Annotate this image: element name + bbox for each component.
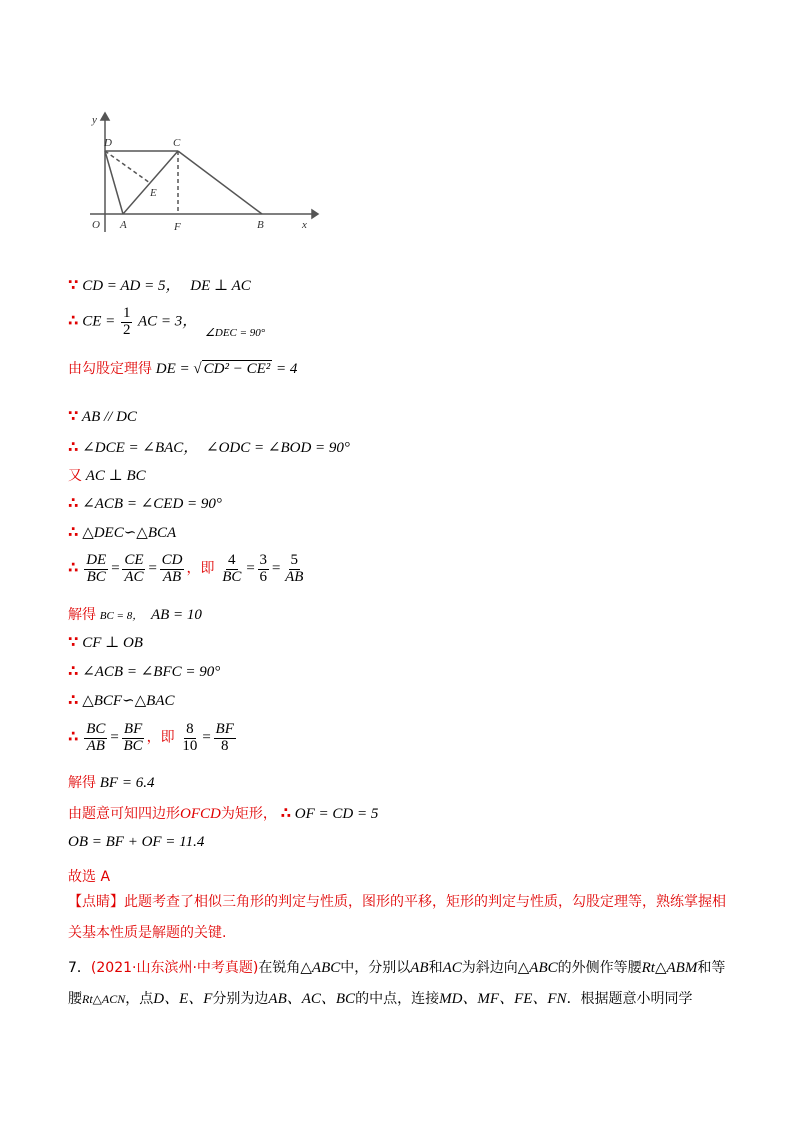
solution-line-16: 由题意可知四边形OFCD为矩形， ∴ OF = CD = 5: [68, 804, 379, 822]
solution-line-15: 解得 BF = 6.4: [68, 775, 155, 791]
x-axis-arrow: [312, 210, 318, 218]
solution-line-11: ∵ CF ⊥ OB: [68, 633, 143, 651]
line-1-expr: CD = AD = 5，: [82, 278, 181, 294]
line-1-expr2: DE ⊥ AC: [190, 278, 251, 294]
segment-AC: [123, 151, 178, 214]
answer-choice: 故选 A: [68, 869, 111, 885]
line-3-lhs: DE =: [155, 361, 190, 377]
label-E: E: [150, 187, 157, 199]
solution-line-8: ∴ △DEC∽△BCA: [68, 523, 177, 541]
line-3-label: 由勾股定理得: [68, 361, 152, 377]
line-2-lhs: CE =: [82, 313, 116, 330]
solution-line-6: 又 AC ⊥ BC: [68, 468, 146, 484]
because-symbol: ∵: [68, 276, 79, 294]
problem-number: 7．: [68, 960, 91, 976]
solution-line-1: [68, 274, 251, 295]
solution-line-3: 由勾股定理得 DE = √ CD² − CE² = 4: [68, 361, 298, 377]
therefore-symbol: ∴: [68, 311, 79, 330]
label-C: C: [173, 137, 181, 149]
line-9-mid: ，即: [186, 560, 215, 577]
problem-source: (2021·山东滨州·中考真题): [90, 960, 259, 976]
solution-line-10: 解得 BC = 8， AB = 10: [68, 607, 202, 623]
problem-7: 7．(2021·山东滨州·中考真题)在锐角△ABC中，分别以AB和AC为斜边向△ABC的外侧作等腰Rt△ABM和等腰Rt△ACN，点D、E、F分别为边AB、AC、BC的中点，连接MD、MF、FE、FN．根据题意小明同学: [68, 960, 726, 1007]
segment-DA: [105, 151, 123, 214]
comment-paragraph: [68, 887, 736, 949]
label-y: y: [92, 114, 97, 126]
y-axis-arrow: [101, 113, 109, 120]
comment-text: 此题考查了相似三角形的判定与性质，图形的平移，矩形的判定与性质，勾股定理等，熟练掌握相关基本性质是解题的关键.: [68, 894, 726, 941]
solution-line-13: ∴ △BCF∽△BAC: [68, 691, 175, 709]
coordinate-figure: [80, 110, 320, 240]
line-2-note: ∠DEC = 90°: [205, 326, 266, 339]
label-D: D: [104, 137, 112, 149]
label-B: B: [257, 219, 264, 231]
label-O: O: [92, 219, 100, 231]
segment-CB: [178, 151, 262, 214]
comment-tag: 【点睛】: [68, 894, 124, 910]
label-F: F: [174, 221, 181, 233]
solution-line-17: OB = BF + OF = 11.4: [68, 834, 205, 850]
line-3-rhs: = 4: [275, 361, 298, 377]
fraction-half: $\frac{1}{2}$: [122, 305, 131, 338]
solution-line-12: ∴ ∠ACB = ∠BFC = 90°: [68, 662, 221, 680]
label-A: A: [120, 219, 127, 231]
line-2-rhs: AC = 3，: [137, 313, 198, 330]
line-3-radicand: CD² − CE²: [203, 361, 271, 377]
solution-line-5: ∴ ∠DCE = ∠BAC， ∠ODC = ∠BOD = 90°: [68, 438, 350, 456]
solution-line-2: [68, 306, 265, 339]
solution-line-9: ∴ $\frac{DE}{BC}$ = $\frac{CE}{AC}$ = $\frac{CD}{AB}$ ，即 $\frac{4}{BC}$ = $\frac{3}{6}$ = $\frac{5}{AB}$: [68, 552, 304, 585]
solution-line-14: ∴ $\frac{BC}{AB}$ = $\frac{BF}{BC}$ ，即 $\frac{8}{10}$ = $\frac{BF}{8}$: [68, 721, 234, 754]
solution-line-7: ∴ ∠ACB = ∠CED = 90°: [68, 494, 222, 512]
solution-line-18: [68, 866, 110, 886]
segment-DE: [105, 151, 150, 183]
solution-line-4: ∵ AB // DC: [68, 407, 137, 425]
label-x: x: [302, 219, 307, 231]
